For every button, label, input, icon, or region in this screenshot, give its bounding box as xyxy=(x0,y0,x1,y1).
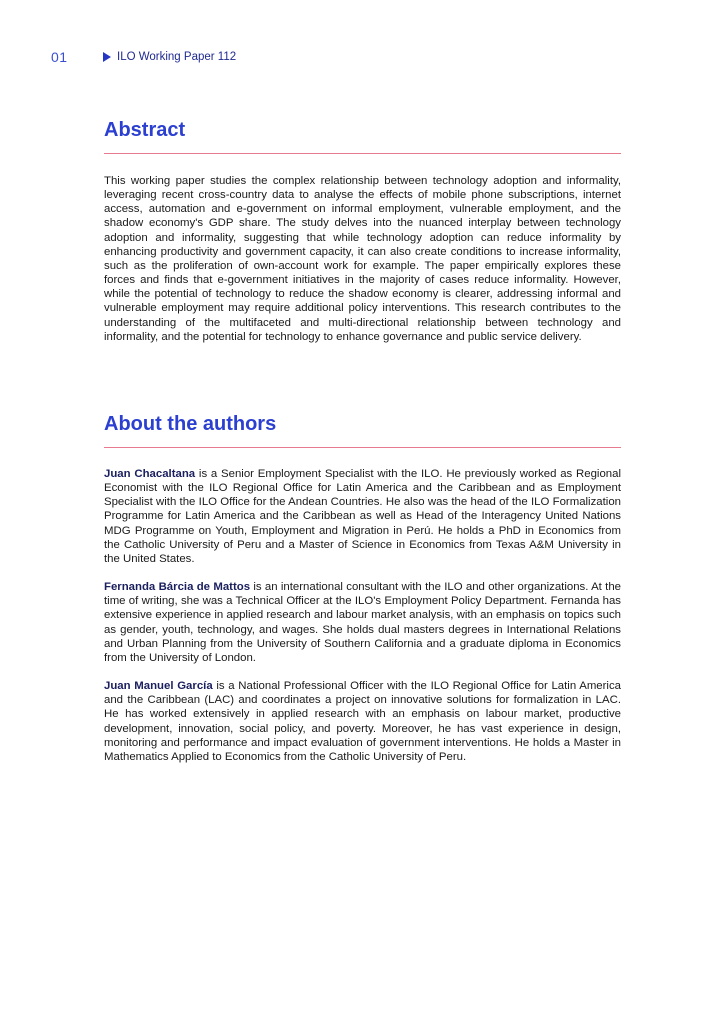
section-divider xyxy=(104,153,621,154)
author-bio: Juan Chacaltana is a Senior Employment Specialist with the ILO. He previously worked as Regional Economist with the ILO Regional Office for Latin America and the Caribbean and as Employment Specialist with the ILO Office for the Andean Countries. He also was the head of the ILO Formalization Programme for Latin America and the Caribbean as well as Head of the Interagency United Nations MDG Programme on Youth, Employment and Migration in Perú. He holds a PhD in Economics from the Catholic University of Peru and a Master of Science in Economics from Texas A&M University in the United States. xyxy=(104,468,621,565)
author-bio: Fernanda Bárcia de Mattos is an international consultant with the ILO and other organizations. At the time of writing, she was a Technical Officer at the ILO's Employment Policy Department. Fernanda has extensive experience in applied research and labour market analysis, with an emphasis on topics such as gender, youth, technology, and wages. She holds dual masters degrees in International Relations and Urban Planning from the University of Southern California and a graduate diploma in Economics from the University of London. xyxy=(104,581,621,664)
abstract-body: This working paper studies the complex relationship between technology adoption and informality, leveraging recent cross-country data to analyse the effects of mobile phone subscriptions, internet access, automation and e-government on informal employment, vulnerable employment, and the shadow economy's GDP share. The study delves into the nuanced interplay between technology adoption and informality, suggesting that while technology adoption can reduce informality by enhancing productivity and government capacity, it can also create conditions to increase informality, such as the proliferation of own-account work for example. The paper empirically explores these forces and finds that e-government initiatives in the majority of cases reduce informality. However, while the potential of technology to reduce the shadow economy is clearer, addressing informal and vulnerable employment may require additional policy interventions. This research contributes to the understanding of the multifaceted and multi-directional relationship between technology and informality, and the potential for technology to enhance governance and public service delivery. xyxy=(104,175,621,343)
section-divider xyxy=(104,447,621,448)
page-number: 01 xyxy=(51,49,68,65)
author-name: Juan Manuel García xyxy=(104,680,213,693)
abstract-heading: Abstract xyxy=(104,119,186,141)
author-name: Fernanda Bárcia de Mattos xyxy=(104,581,251,594)
authors-section xyxy=(104,412,621,764)
running-header xyxy=(51,49,236,65)
series-title: ILO Working Paper 112 xyxy=(117,51,237,63)
author-name: Juan Chacaltana xyxy=(104,468,196,480)
author-bio: Juan Manuel García is a National Professional Officer with the ILO Regional Office for Latin America and the Caribbean (LAC) and coordinates a project on innovative solutions for formalization in LAC. He has worked extensively in applied research with an emphasis on labour market, productive development, innovation, social policy, and poverty. Moreover, he has vast experience in design, monitoring and performance and impact evaluation of government interventions. He holds a Master in Mathematics Applied to Economics from the Catholic University of Peru. xyxy=(104,680,621,763)
abstract-section xyxy=(104,118,621,344)
play-triangle-icon xyxy=(103,52,111,62)
authors-heading: About the authors xyxy=(104,413,277,435)
